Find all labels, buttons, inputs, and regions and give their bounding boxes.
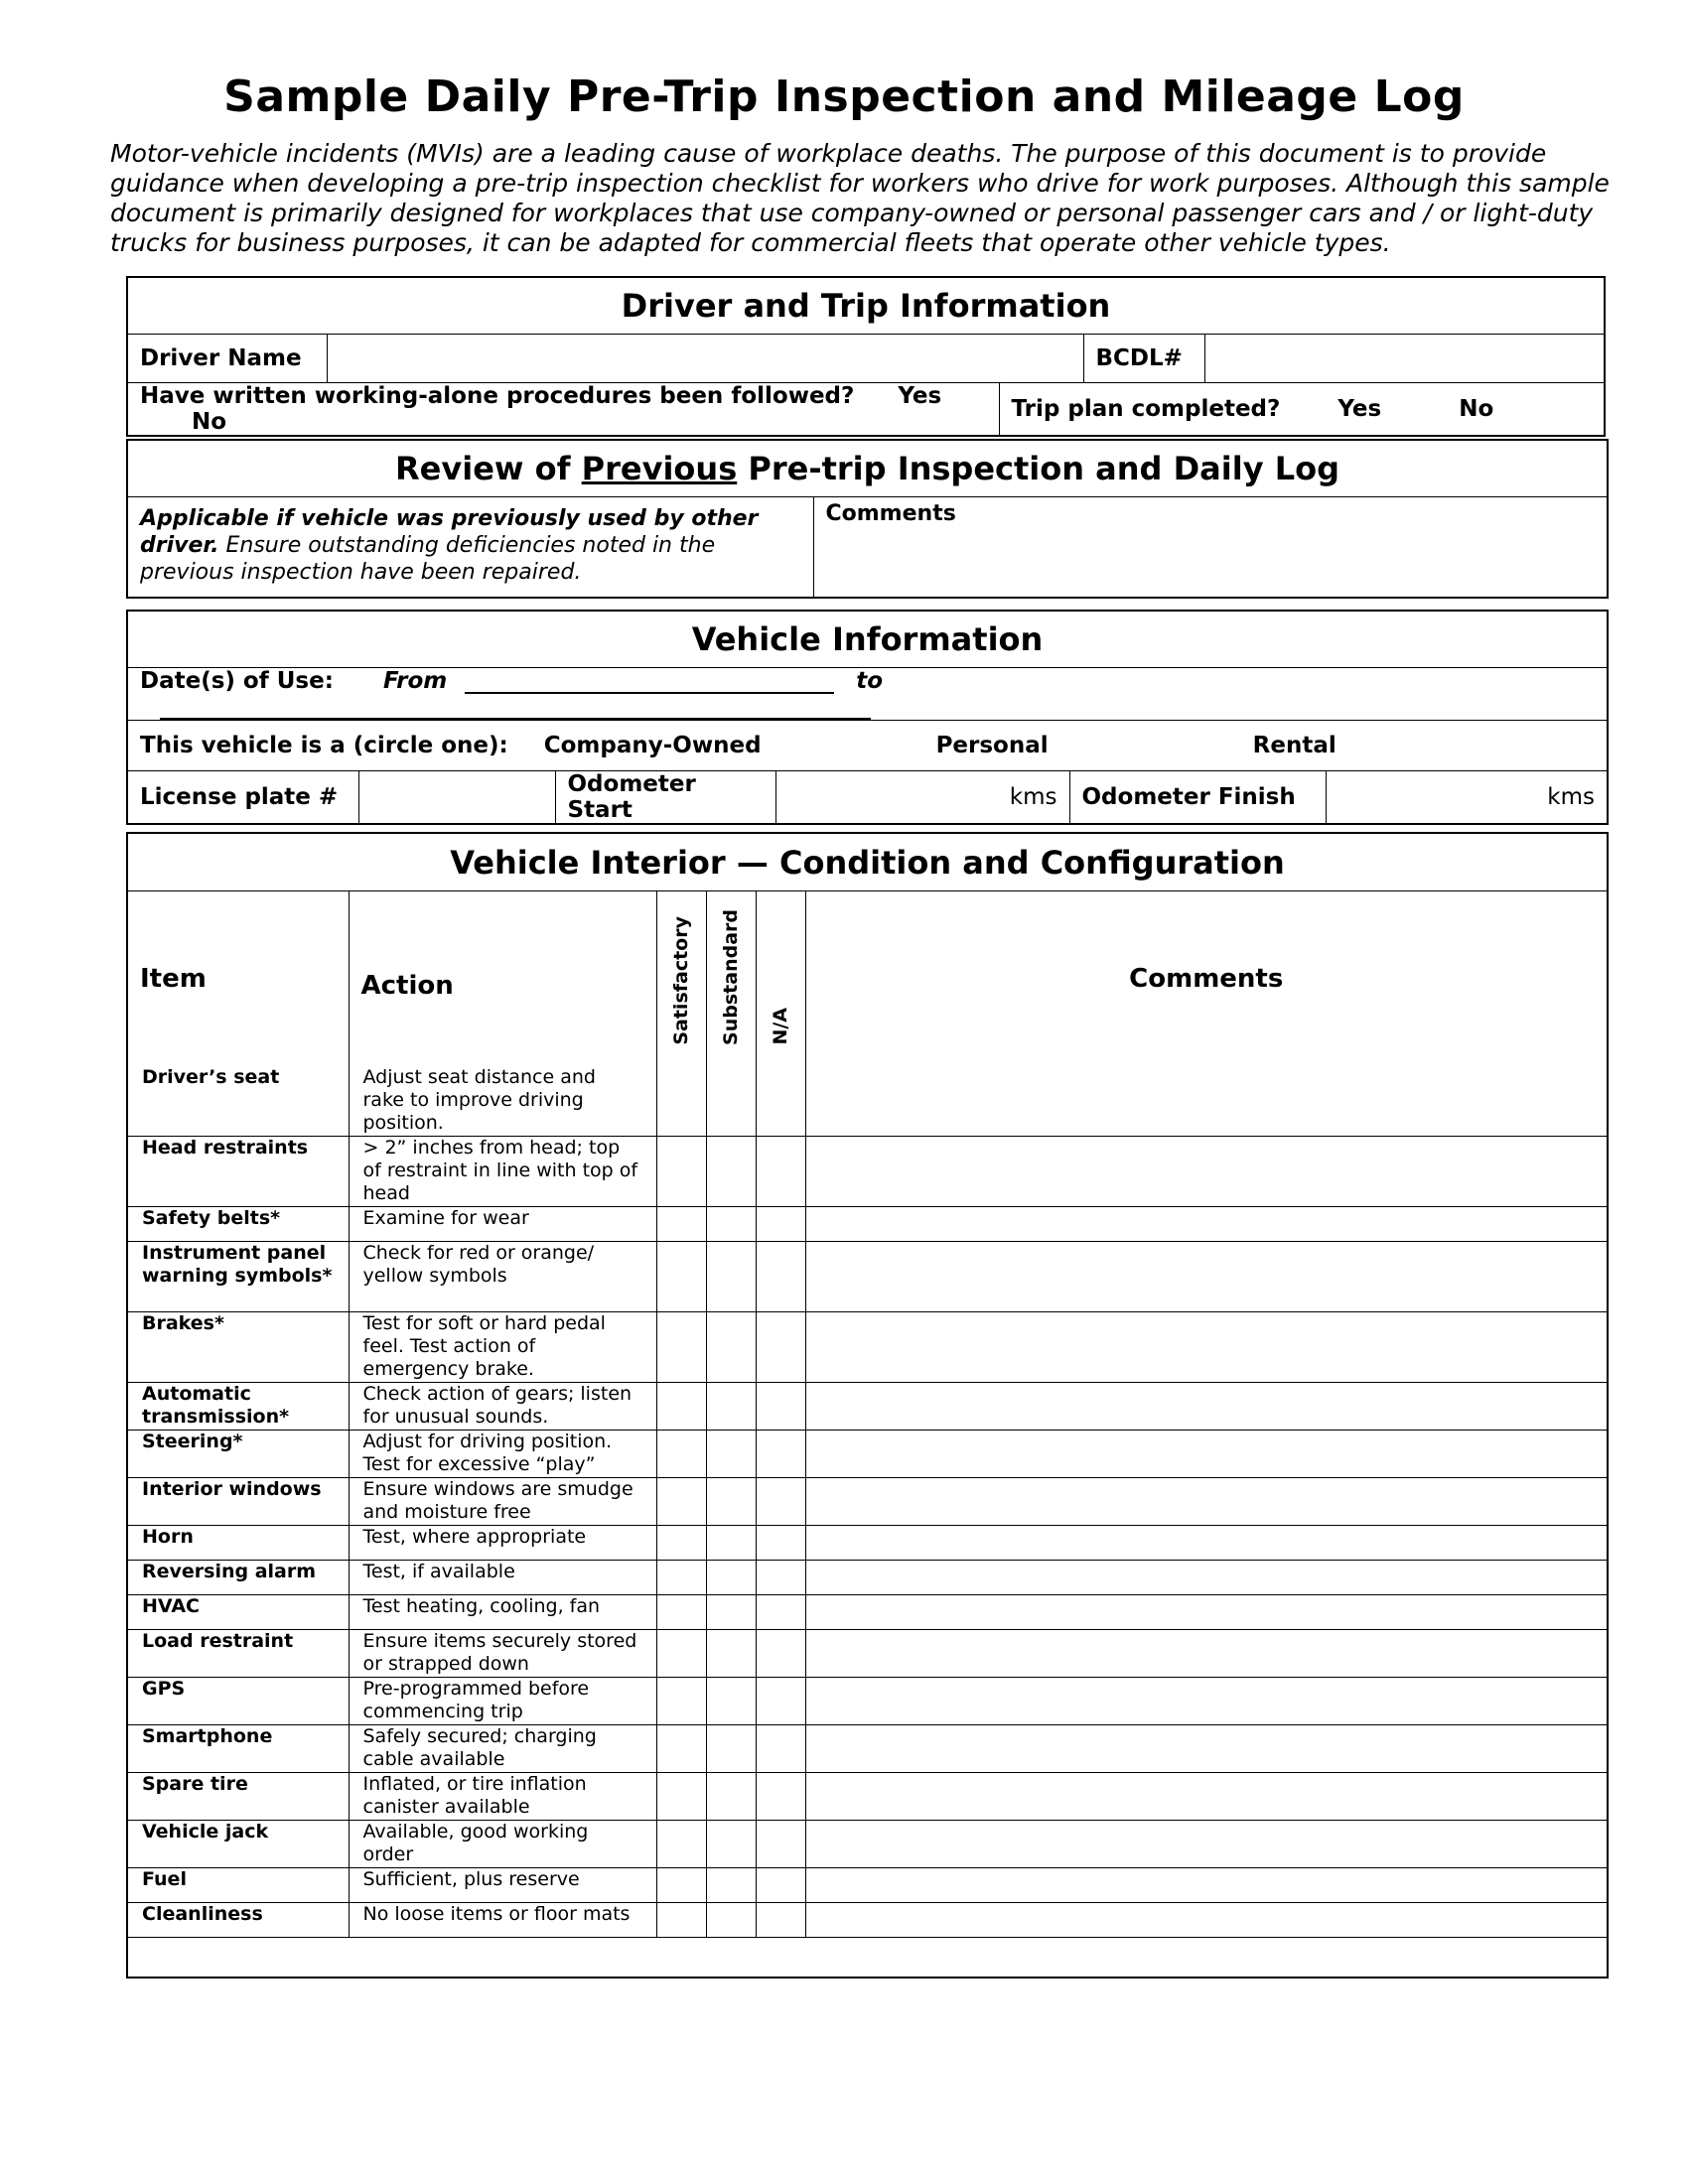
table-row	[128, 1066, 1607, 1137]
substandard-checkbox[interactable]	[706, 1242, 756, 1312]
comments-field[interactable]	[805, 1478, 1607, 1526]
odometer-finish-label: Odometer Finish	[1069, 770, 1326, 823]
na-checkbox[interactable]	[756, 1725, 805, 1773]
satisfactory-checkbox[interactable]	[656, 1678, 706, 1725]
satisfactory-checkbox[interactable]	[656, 1561, 706, 1595]
substandard-checkbox[interactable]	[706, 1725, 756, 1773]
item-action: Test, where appropriate	[349, 1526, 656, 1561]
item-action: Pre-programmed before commencing trip	[349, 1678, 656, 1725]
satisfactory-checkbox[interactable]	[656, 1725, 706, 1773]
comments-field[interactable]	[805, 1526, 1607, 1561]
option-rental[interactable]: Rental	[1252, 732, 1336, 758]
from-date-field[interactable]	[465, 670, 834, 694]
working-alone-row	[128, 382, 999, 435]
item-name: Vehicle jack	[128, 1821, 349, 1868]
satisfactory-checkbox[interactable]	[656, 1478, 706, 1526]
table-row	[128, 1561, 1607, 1595]
na-checkbox[interactable]	[756, 1773, 805, 1821]
bcdl-label: BCDL#	[1083, 335, 1204, 382]
item-action: > 2” inches from head; top of restraint in line with top of head	[349, 1137, 656, 1207]
na-checkbox[interactable]	[756, 1137, 805, 1207]
driver-name-label: Driver Name	[128, 335, 327, 382]
substandard-checkbox[interactable]	[706, 1868, 756, 1903]
trip-plan-no[interactable]: No	[1459, 395, 1494, 422]
driver-trip-section	[126, 276, 1606, 437]
substandard-checkbox[interactable]	[706, 1821, 756, 1868]
item-name: Fuel	[128, 1868, 349, 1903]
option-personal[interactable]: Personal	[935, 732, 1049, 758]
table-row	[128, 1725, 1607, 1773]
satisfactory-checkbox[interactable]	[656, 1773, 706, 1821]
working-alone-question: Have written working-alone procedures been followed?	[140, 382, 855, 409]
satisfactory-checkbox[interactable]	[656, 1526, 706, 1561]
item-action: Check action of gears; listen for unusual sounds.	[349, 1383, 656, 1431]
satisfactory-checkbox[interactable]	[656, 1595, 706, 1630]
table-row	[128, 1595, 1607, 1630]
satisfactory-checkbox[interactable]	[656, 1137, 706, 1207]
interior-section-heading: Vehicle Interior — Condition and Configuration	[128, 834, 1607, 891]
comments-field[interactable]	[805, 1630, 1607, 1678]
blank-row	[128, 1938, 1607, 1979]
item-action: Safely secured; charging cable available	[349, 1725, 656, 1773]
comments-field[interactable]	[805, 1312, 1607, 1383]
item-action: Test for soft or hard pedal feel. Test action of emergency brake.	[349, 1312, 656, 1383]
substandard-checkbox[interactable]	[706, 1561, 756, 1595]
item-action: Ensure items securely stored or strapped down	[349, 1630, 656, 1678]
substandard-checkbox[interactable]	[706, 1431, 756, 1478]
comments-field[interactable]	[805, 1561, 1607, 1595]
item-name: Interior windows	[128, 1478, 349, 1526]
col-header-na: N/A	[756, 891, 805, 1066]
substandard-checkbox[interactable]	[706, 1478, 756, 1526]
item-action: Ensure windows are smudge and moisture free	[349, 1478, 656, 1526]
dates-of-use-label: Date(s) of Use:	[140, 668, 334, 694]
substandard-checkbox[interactable]	[706, 1383, 756, 1431]
driver-name-field[interactable]	[327, 335, 1083, 382]
working-alone-yes[interactable]: Yes	[898, 382, 942, 409]
comments-field[interactable]	[805, 1821, 1607, 1868]
substandard-checkbox[interactable]	[706, 1066, 756, 1137]
item-name: Load restraint	[128, 1630, 349, 1678]
review-comments-field[interactable]	[813, 497, 1607, 597]
comments-field[interactable]	[805, 1868, 1607, 1903]
substandard-checkbox[interactable]	[706, 1137, 756, 1207]
item-action: Sufficient, plus reserve	[349, 1868, 656, 1903]
na-checkbox[interactable]	[756, 1821, 805, 1868]
na-checkbox[interactable]	[756, 1383, 805, 1431]
na-checkbox[interactable]	[756, 1868, 805, 1903]
satisfactory-checkbox[interactable]	[656, 1821, 706, 1868]
odometer-finish-unit: kms	[1547, 783, 1595, 810]
comments-field[interactable]	[805, 1678, 1607, 1725]
table-row	[128, 1526, 1607, 1561]
satisfactory-checkbox[interactable]	[656, 1383, 706, 1431]
license-plate-label: License plate #	[128, 770, 358, 823]
na-checkbox[interactable]	[756, 1207, 805, 1242]
col-header-action: Action	[349, 891, 656, 1066]
col-header-comments: Comments	[805, 891, 1607, 1066]
item-action: Inflated, or tire inflation canister available	[349, 1773, 656, 1821]
review-heading-underlined: Previous	[581, 450, 738, 487]
item-name: Horn	[128, 1526, 349, 1561]
substandard-checkbox[interactable]	[706, 1630, 756, 1678]
satisfactory-checkbox[interactable]	[656, 1242, 706, 1312]
to-date-field[interactable]	[160, 696, 871, 720]
na-checkbox[interactable]	[756, 1431, 805, 1478]
table-row	[128, 1478, 1607, 1526]
trip-plan-question: Trip plan completed?	[1011, 395, 1281, 422]
odometer-finish-field[interactable]	[1326, 770, 1607, 823]
item-action: Examine for wear	[349, 1207, 656, 1242]
table-row	[128, 1630, 1607, 1678]
satisfactory-checkbox[interactable]	[656, 1431, 706, 1478]
option-company-owned[interactable]: Company-Owned	[543, 732, 762, 758]
review-section-heading	[128, 441, 1607, 497]
vehicle-info-section	[126, 610, 1609, 825]
table-row	[128, 1821, 1607, 1868]
table-row	[128, 1383, 1607, 1431]
review-note	[128, 497, 813, 597]
dates-of-use-row	[128, 668, 1607, 721]
na-checkbox[interactable]	[756, 1242, 805, 1312]
item-name: Smartphone	[128, 1725, 349, 1773]
vehicle-type-label: This vehicle is a (circle one):	[140, 732, 508, 758]
na-checkbox[interactable]	[756, 1595, 805, 1630]
odometer-start-field[interactable]	[775, 770, 1069, 823]
substandard-checkbox[interactable]	[706, 1773, 756, 1821]
substandard-checkbox[interactable]	[706, 1678, 756, 1725]
trip-plan-row	[999, 382, 1604, 435]
col-header-satisfactory: Satisfactory	[656, 891, 706, 1066]
item-name: GPS	[128, 1678, 349, 1725]
review-note-bold: Applicable if vehicle was previously used by other driver.	[140, 506, 759, 558]
item-name: Head restraints	[128, 1137, 349, 1207]
table-row	[128, 1242, 1607, 1312]
item-action: Available, good working order	[349, 1821, 656, 1868]
comments-field[interactable]	[805, 1383, 1607, 1431]
item-action: Test heating, cooling, fan	[349, 1595, 656, 1630]
col-header-item: Item	[128, 891, 349, 1066]
inspection-rows	[128, 1066, 1607, 1979]
item-name: Cleanliness	[128, 1903, 349, 1938]
table-row	[128, 1903, 1607, 1938]
table-row	[128, 1868, 1607, 1903]
review-note-rest: Ensure outstanding deficiencies noted in the previous inspection have been repaired.	[140, 533, 716, 585]
page-title: Sample Daily Pre-Trip Inspection and Mileage Log	[223, 71, 1465, 122]
from-label: From	[382, 668, 448, 694]
review-section	[126, 439, 1609, 599]
item-action: No loose items or floor mats	[349, 1903, 656, 1938]
table-row	[128, 1207, 1607, 1242]
na-checkbox[interactable]	[756, 1903, 805, 1938]
col-header-substandard: Substandard	[706, 891, 756, 1066]
table-row	[128, 1137, 1607, 1207]
comments-field[interactable]	[805, 1725, 1607, 1773]
satisfactory-checkbox[interactable]	[656, 1630, 706, 1678]
odometer-start-unit: kms	[1009, 783, 1057, 810]
comments-field[interactable]	[805, 1595, 1607, 1630]
blank-row-cell[interactable]	[128, 1938, 1607, 1979]
comments-field[interactable]	[805, 1903, 1607, 1938]
item-name: Instrument panel warning symbols*	[128, 1242, 349, 1312]
review-comments-label: Comments	[825, 501, 956, 526]
item-action: Adjust for driving position. Test for excessive “play”	[349, 1431, 656, 1478]
satisfactory-checkbox[interactable]	[656, 1312, 706, 1383]
comments-field[interactable]	[805, 1773, 1607, 1821]
na-checkbox[interactable]	[756, 1478, 805, 1526]
odometer-start-label: Odometer Start	[555, 770, 775, 823]
vehicle-section-heading: Vehicle Information	[128, 612, 1607, 668]
na-checkbox[interactable]	[756, 1630, 805, 1678]
substandard-checkbox[interactable]	[706, 1526, 756, 1561]
bcdl-field[interactable]	[1204, 335, 1604, 382]
intro-paragraph: Motor-vehicle incidents (MVIs) are a leading cause of workplace deaths. The purpose of this document is to provide guidance when developing a pre-trip inspection checklist for workers who drive for work purposes. Although this sample document is primarily designed for workplaces that use company-owned or personal passenger cars and / or light-duty trucks for business purposes, it can be adapted for commercial fleets that operate other vehicle types.	[110, 139, 1610, 257]
na-checkbox[interactable]	[756, 1561, 805, 1595]
trip-plan-yes[interactable]: Yes	[1337, 395, 1382, 422]
license-plate-field[interactable]	[358, 770, 555, 823]
substandard-checkbox[interactable]	[706, 1312, 756, 1383]
na-checkbox[interactable]	[756, 1526, 805, 1561]
review-heading-pre: Review of	[395, 450, 571, 487]
comments-field[interactable]	[805, 1242, 1607, 1312]
comments-field[interactable]	[805, 1137, 1607, 1207]
working-alone-no[interactable]: No	[192, 408, 227, 435]
item-name: Automatic transmission*	[128, 1383, 349, 1431]
na-checkbox[interactable]	[756, 1312, 805, 1383]
driver-section-heading: Driver and Trip Information	[128, 278, 1604, 335]
satisfactory-checkbox[interactable]	[656, 1207, 706, 1242]
table-row	[128, 1312, 1607, 1383]
comments-field[interactable]	[805, 1431, 1607, 1478]
item-name: Reversing alarm	[128, 1561, 349, 1595]
comments-field[interactable]	[805, 1066, 1607, 1137]
item-action: Test, if available	[349, 1561, 656, 1595]
satisfactory-checkbox[interactable]	[656, 1066, 706, 1137]
vehicle-interior-section	[126, 832, 1609, 1979]
table-row	[128, 1431, 1607, 1478]
to-label: to	[856, 668, 884, 694]
item-name: Steering*	[128, 1431, 349, 1478]
satisfactory-checkbox[interactable]	[656, 1903, 706, 1938]
item-name: Spare tire	[128, 1773, 349, 1821]
substandard-checkbox[interactable]	[706, 1595, 756, 1630]
item-name: Safety belts*	[128, 1207, 349, 1242]
review-heading-post: Pre-trip Inspection and Daily Log	[748, 450, 1339, 487]
item-name: HVAC	[128, 1595, 349, 1630]
table-row	[128, 1678, 1607, 1725]
item-name: Brakes*	[128, 1312, 349, 1383]
table-row	[128, 1773, 1607, 1821]
na-checkbox[interactable]	[756, 1678, 805, 1725]
item-action: Check for red or orange/ yellow symbols	[349, 1242, 656, 1312]
substandard-checkbox[interactable]	[706, 1207, 756, 1242]
satisfactory-checkbox[interactable]	[656, 1868, 706, 1903]
item-action: Adjust seat distance and rake to improve driving position.	[349, 1066, 656, 1137]
comments-field[interactable]	[805, 1207, 1607, 1242]
vehicle-type-row	[128, 721, 1607, 770]
na-checkbox[interactable]	[756, 1066, 805, 1137]
substandard-checkbox[interactable]	[706, 1903, 756, 1938]
item-name: Driver’s seat	[128, 1066, 349, 1137]
